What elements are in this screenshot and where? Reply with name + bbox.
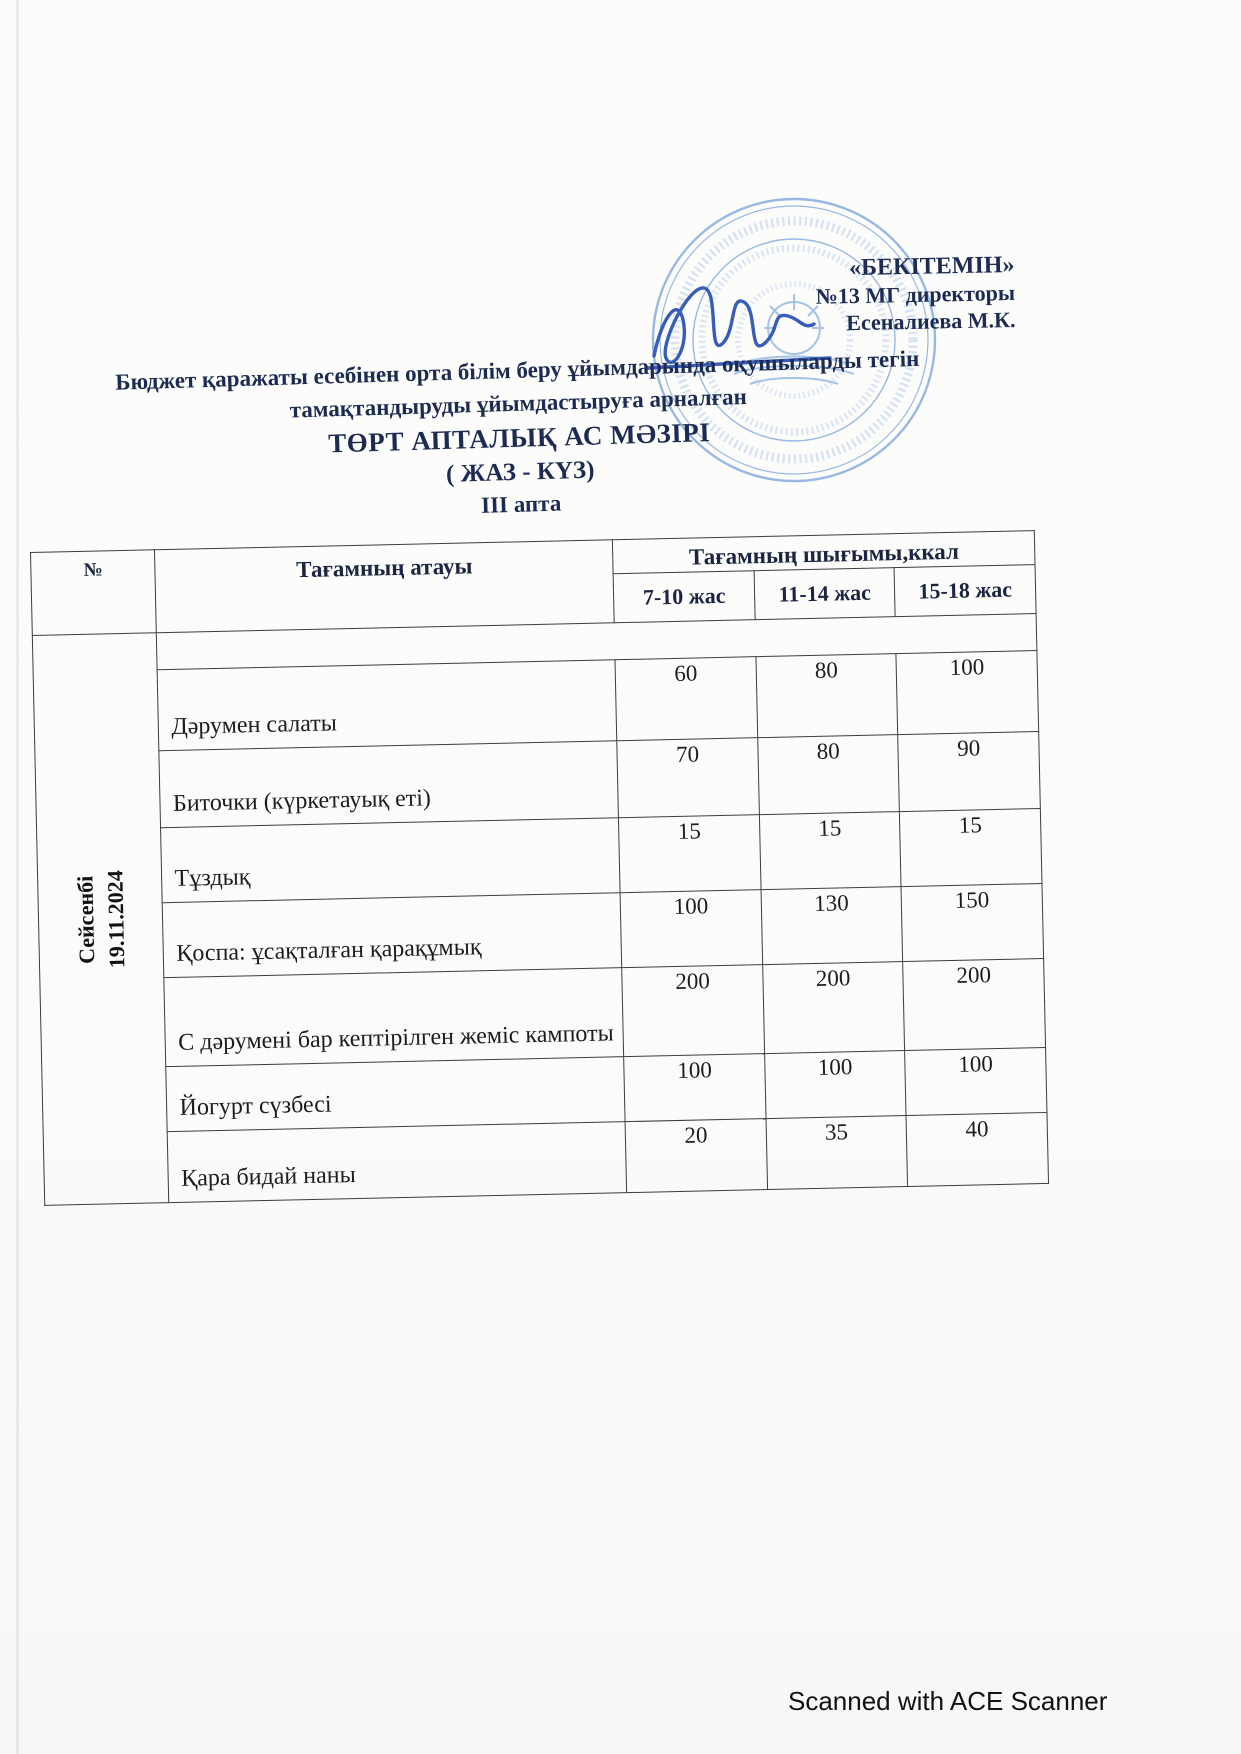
- kcal-15-18: 100: [896, 651, 1038, 735]
- kcal-7-10: 70: [617, 738, 759, 818]
- kcal-11-14: 200: [763, 962, 905, 1054]
- kcal-7-10: 20: [625, 1119, 767, 1193]
- scanner-watermark: Scanned with ACE Scanner: [788, 1686, 1108, 1716]
- kcal-11-14: 100: [764, 1051, 906, 1119]
- header-output-kcal: Тағамның шығымы,ккал: [613, 531, 1035, 574]
- kcal-7-10: 200: [622, 965, 764, 1057]
- kcal-15-18: 15: [900, 809, 1042, 887]
- dish-name: Дәрумен салаты: [158, 660, 617, 751]
- approval-director-name: Есеналиева М.К.: [846, 307, 1016, 336]
- header-dish-name: Тағамның атауы: [155, 540, 615, 633]
- title-line-3: ТӨРТ АПТАЛЫҚ АС МӘЗІРІ: [327, 417, 711, 459]
- dish-name: Қоспа: ұсақталған қарақұмық: [163, 893, 622, 978]
- day-name: Сейсенбі: [72, 875, 100, 964]
- kcal-11-14: 130: [761, 887, 903, 965]
- title-season: ( ЖАЗ - КҮЗ): [445, 456, 595, 488]
- day-label: [70, 870, 131, 969]
- header-number: №: [31, 550, 157, 636]
- title-line-2: тамақтандыруды ұйымдастыруға арналған: [289, 383, 748, 423]
- dish-name: Биточки (күркетауық еті): [159, 741, 618, 828]
- day-date: 19.11.2024: [101, 869, 129, 968]
- kcal-15-18: 200: [903, 958, 1046, 1050]
- approval-block: [699, 251, 1016, 340]
- menu-table: [30, 530, 1049, 1206]
- approval-word: «БЕКІТЕМІН»: [848, 251, 1015, 282]
- kcal-7-10: 15: [619, 815, 761, 893]
- title-line-1: Бюджет қаражаты есебінен орта білім беру ұйымдарында оқушыларды тегін: [114, 345, 920, 395]
- kcal-15-18: 100: [905, 1047, 1047, 1115]
- kcal-15-18: 150: [901, 884, 1043, 962]
- header-age-15-18: 15-18 жас: [894, 565, 1036, 617]
- kcal-15-18: 40: [906, 1112, 1048, 1186]
- kcal-11-14: 35: [766, 1116, 908, 1190]
- dish-name: Қара бидай наны: [168, 1122, 627, 1203]
- title-week: III апта: [480, 490, 562, 519]
- kcal-7-10: 100: [624, 1054, 766, 1122]
- dish-name: Тұздық: [161, 818, 620, 903]
- kcal-7-10: 60: [615, 657, 757, 741]
- day-cell: [32, 633, 169, 1206]
- approval-position: №13 МГ директоры: [815, 280, 1016, 310]
- kcal-7-10: 100: [620, 890, 762, 968]
- kcal-11-14: 15: [759, 812, 901, 890]
- header-age-11-14: 11-14 жас: [754, 568, 896, 620]
- kcal-11-14: 80: [756, 654, 898, 738]
- kcal-15-18: 90: [898, 732, 1040, 812]
- scan-edge-artifact: [16, 0, 19, 1754]
- kcal-11-14: 80: [758, 735, 900, 815]
- dish-name: Йогурт сүзбесі: [166, 1057, 625, 1132]
- document-title: [72, 342, 967, 534]
- dish-name: С дәрумені бар кептірілген жеміс кампоты: [164, 968, 624, 1067]
- header-age-7-10: 7-10 жас: [613, 571, 755, 623]
